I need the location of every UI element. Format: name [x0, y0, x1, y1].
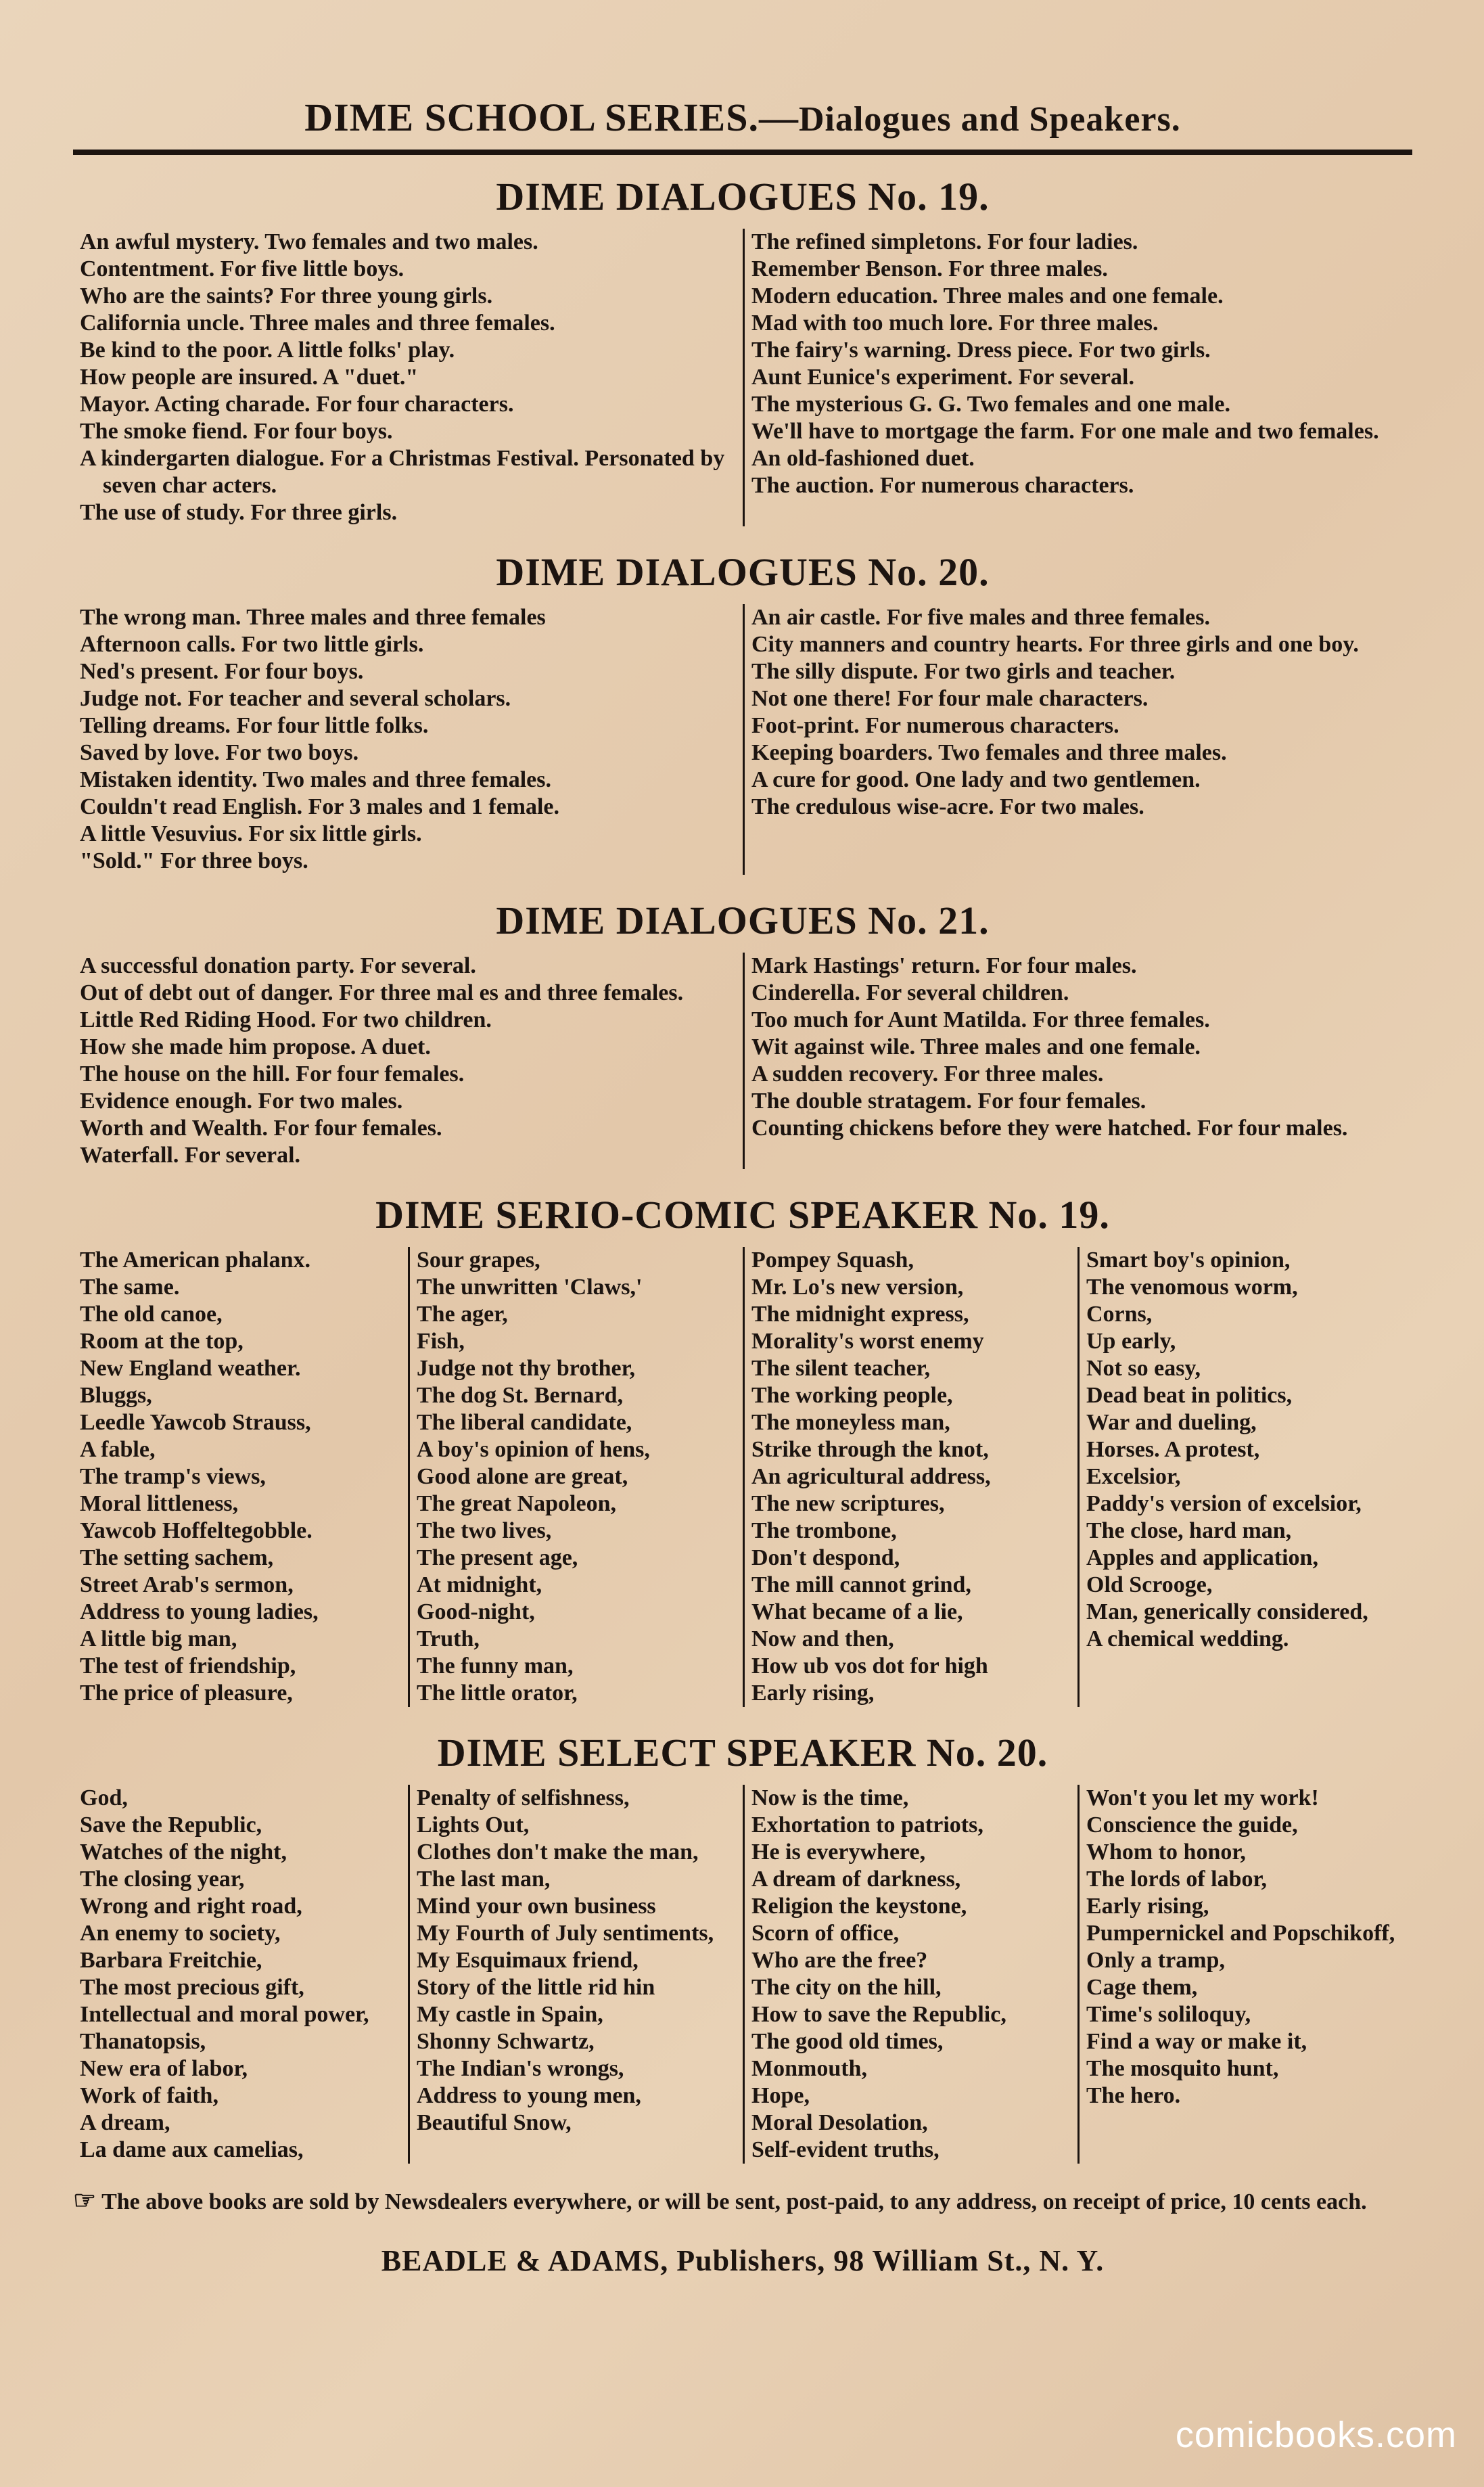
series-title: DIME SCHOOL SERIES.—: [304, 95, 799, 139]
list-item: Conscience the guide,: [1086, 1812, 1298, 1838]
list-item: Sour grapes,: [417, 1248, 540, 1273]
list-item: Ned's present. For four boys.: [80, 659, 364, 684]
column-2: [408, 1785, 743, 2164]
list-item: The trombone,: [751, 1518, 897, 1543]
list-item: Mind your own business: [417, 1894, 656, 1919]
list-item: Moral Desolation,: [751, 2110, 928, 2135]
list-item: Wit against wile. Three males and one female.: [751, 1034, 1201, 1059]
list-item: Contentment. For five little boys.: [80, 256, 404, 281]
list-item: The close, hard man,: [1086, 1518, 1292, 1543]
list-item: California uncle. Three males and three females.: [80, 311, 555, 336]
list-item: The good old times,: [751, 2029, 944, 2054]
series-subtitle: Dialogues and Speakers.: [798, 100, 1181, 139]
list-item: Mistaken identity. Two males and three females.: [80, 767, 551, 792]
list-item: The unwritten 'Claws,': [417, 1275, 643, 1300]
list-item: The old canoe,: [80, 1302, 223, 1327]
list-item: The most precious gift,: [80, 1975, 304, 2000]
list-item: Beautiful Snow,: [417, 2110, 572, 2135]
list-item: Modern education. Three males and one female.: [751, 283, 1224, 309]
section-columns: [73, 1785, 1412, 2164]
list-item: Leedle Yawcob Strauss,: [80, 1410, 311, 1435]
list-item: Not one there! For four male characters.: [751, 686, 1149, 711]
list-item: Don't despond,: [751, 1545, 900, 1570]
sections-container: [73, 174, 1412, 2164]
list-item: Old Scrooge,: [1086, 1572, 1213, 1597]
list-item: An old-fashioned duet.: [751, 446, 975, 471]
list-item: The moneyless man,: [751, 1410, 950, 1435]
list-item: He is everywhere,: [751, 1840, 926, 1865]
list-item: City manners and country hearts. For three girls and one boy.: [751, 632, 1359, 657]
list-item: An air castle. For five males and three females.: [751, 605, 1210, 630]
list-item: A fable,: [80, 1437, 156, 1462]
list-item: How she made him propose. A duet.: [80, 1034, 431, 1059]
list-item: Pumpernickel and Popschikoff,: [1086, 1921, 1395, 1946]
section-columns: [73, 604, 1412, 875]
list-item: The test of friendship,: [80, 1653, 296, 1679]
list-item: Truth,: [417, 1626, 480, 1651]
list-item: Shonny Schwartz,: [417, 2029, 595, 2054]
list-item: Evidence enough. For two males.: [80, 1089, 403, 1114]
list-item: The liberal candidate,: [417, 1410, 632, 1435]
list-item: Dead beat in politics,: [1086, 1383, 1293, 1408]
list-item: The dog St. Bernard,: [417, 1383, 624, 1408]
list-item: The ager,: [417, 1302, 508, 1327]
column-1: [73, 229, 743, 526]
list-item: The working people,: [751, 1383, 953, 1408]
section-title: DIME DIALOGUES No. 19.: [496, 175, 990, 219]
list-item: Afternoon calls. For two little girls.: [80, 632, 424, 657]
list-item: The little orator,: [417, 1681, 578, 1706]
list-item: "Sold." For three boys.: [80, 848, 308, 873]
list-item: The new scriptures,: [751, 1491, 945, 1516]
list-item: Clothes don't make the man,: [417, 1840, 699, 1865]
list-item: The hero.: [1086, 2083, 1181, 2108]
list-item: Room at the top,: [80, 1329, 244, 1354]
publisher-line: BEADLE & ADAMS, Publishers, 98 William St., N. Y.: [381, 2244, 1105, 2277]
list-item: The lords of labor,: [1086, 1867, 1268, 1892]
list-item: Remember Benson. For three males.: [751, 256, 1108, 281]
list-item: Hope,: [751, 2083, 810, 2108]
list-item: A boy's opinion of hens,: [417, 1437, 650, 1462]
list-item: Early rising,: [1086, 1894, 1209, 1919]
list-item: Cage them,: [1086, 1975, 1198, 2000]
list-item: A little Vesuvius. For six little girls.: [80, 821, 422, 846]
list-item: Watches of the night,: [80, 1840, 287, 1865]
list-item: The fairy's warning. Dress piece. For two girls.: [751, 338, 1211, 363]
list-item: Address to young ladies,: [80, 1599, 319, 1624]
list-item: The Indian's wrongs,: [417, 2056, 624, 2081]
section-4: [73, 1192, 1412, 1707]
list-item: Apples and application,: [1086, 1545, 1318, 1570]
list-item: Bluggs,: [80, 1383, 152, 1408]
list-item: Fish,: [417, 1329, 465, 1354]
list-item: Waterfall. For several.: [80, 1143, 301, 1168]
list-item: We'll have to mortgage the farm. For one male and two females.: [751, 419, 1379, 444]
list-item: Good-night,: [417, 1599, 535, 1624]
list-item: The last man,: [417, 1867, 551, 1892]
list-item: The city on the hill,: [751, 1975, 942, 2000]
list-item: Exhortation to patriots,: [751, 1812, 983, 1838]
list-item: The mysterious G. G. Two females and one male.: [751, 392, 1230, 417]
list-item: An enemy to society,: [80, 1921, 281, 1946]
column-2: [743, 604, 1412, 875]
list-item: Mayor. Acting charade. For four characters.: [80, 392, 514, 417]
list-item: Now is the time,: [751, 1785, 909, 1810]
list-item: The venomous worm,: [1086, 1275, 1298, 1300]
section-columns: [73, 1247, 1412, 1707]
column-2: [408, 1247, 743, 1707]
list-item: Who are the free?: [751, 1948, 928, 1973]
list-item: An agricultural address,: [751, 1464, 991, 1489]
list-item: Morality's worst enemy: [751, 1329, 984, 1354]
list-item: Time's soliloquy,: [1086, 2002, 1251, 2027]
column-1: [73, 604, 743, 875]
section-columns: [73, 229, 1412, 526]
list-item: A cure for good. One lady and two gentlemen.: [751, 767, 1201, 792]
list-item: Only a tramp,: [1086, 1948, 1225, 1973]
document-content: [73, 95, 1412, 2278]
series-header: [73, 95, 1412, 155]
list-item: God,: [80, 1785, 128, 1810]
list-item: A chemical wedding.: [1086, 1626, 1289, 1651]
list-item: Little Red Riding Hood. For two children.: [80, 1007, 492, 1032]
list-item: Self-evident truths,: [751, 2137, 940, 2162]
list-item: How to save the Republic,: [751, 2002, 1006, 2027]
list-item: A dream of darkness,: [751, 1867, 961, 1892]
pointing-hand-icon: ☞: [73, 2187, 97, 2215]
list-item: Aunt Eunice's experiment. For several.: [751, 365, 1134, 390]
list-item: Won't you let my work!: [1086, 1785, 1319, 1810]
list-item: The great Napoleon,: [417, 1491, 616, 1516]
section-title: DIME DIALOGUES No. 20.: [496, 550, 990, 594]
list-item: Work of faith,: [80, 2083, 218, 2108]
list-item: The double stratagem. For four females.: [751, 1089, 1146, 1114]
list-item: My Esquimaux friend,: [417, 1948, 639, 1973]
list-item: Wrong and right road,: [80, 1894, 302, 1919]
list-item: An awful mystery. Two females and two males.: [80, 229, 538, 254]
list-item: The setting sachem,: [80, 1545, 274, 1570]
list-item: The use of study. For three girls.: [80, 500, 398, 525]
list-item: Street Arab's sermon,: [80, 1572, 294, 1597]
column-1: [73, 953, 743, 1169]
list-item: The mill cannot grind,: [751, 1572, 971, 1597]
list-item: The silent teacher,: [751, 1356, 931, 1381]
list-item: Address to young men,: [417, 2083, 641, 2108]
list-item: Whom to honor,: [1086, 1840, 1246, 1865]
column-2: [743, 953, 1412, 1169]
list-item: Yawcob Hoffeltegobble.: [80, 1518, 312, 1543]
list-item: The two lives,: [417, 1518, 552, 1543]
list-item: My Fourth of July sentiments,: [417, 1921, 714, 1946]
section-3: [73, 898, 1412, 1169]
list-item: Out of debt out of danger. For three mal es and three females.: [80, 980, 684, 1005]
list-item: The American phalanx.: [80, 1248, 310, 1273]
list-item: Corns,: [1086, 1302, 1153, 1327]
list-item: Judge not. For teacher and several scholars.: [80, 686, 511, 711]
list-item: Worth and Wealth. For four females.: [80, 1116, 442, 1141]
list-item: Up early,: [1086, 1329, 1176, 1354]
list-item: Telling dreams. For four little folks.: [80, 713, 429, 738]
list-item: The midnight express,: [751, 1302, 969, 1327]
list-item: Intellectual and moral power,: [80, 2002, 369, 2027]
list-item: Not so easy,: [1086, 1356, 1201, 1381]
list-item: Pompey Squash,: [751, 1248, 914, 1273]
list-item: Smart boy's opinion,: [1086, 1248, 1291, 1273]
column-4: [1077, 1785, 1412, 2164]
list-item: Moral littleness,: [80, 1491, 239, 1516]
column-4: [1077, 1247, 1412, 1707]
column-3: [743, 1247, 1077, 1707]
section-title: DIME SERIO-COMIC SPEAKER No. 19.: [375, 1193, 1110, 1237]
list-item: Religion the keystone,: [751, 1894, 967, 1919]
list-item: Good alone are great,: [417, 1464, 628, 1489]
column-2: [743, 229, 1412, 526]
list-item: A kindergarten dialogue. For a Christmas Festival. Personated by seven char acters.: [80, 446, 725, 498]
list-item: The price of pleasure,: [80, 1681, 293, 1706]
list-item: War and dueling,: [1086, 1410, 1257, 1435]
list-item: At midnight,: [417, 1572, 542, 1597]
list-item: The mosquito hunt,: [1086, 2056, 1279, 2081]
list-item: The silly dispute. For two girls and teacher.: [751, 659, 1176, 684]
list-item: Save the Republic,: [80, 1812, 262, 1838]
list-item: Story of the little rid hin: [417, 1975, 655, 2000]
section-title: DIME DIALOGUES No. 21.: [496, 898, 990, 942]
column-1: [73, 1785, 408, 2164]
list-item: A successful donation party. For several.: [80, 953, 476, 978]
section-1: [73, 174, 1412, 526]
list-item: Monmouth,: [751, 2056, 867, 2081]
section-columns: [73, 953, 1412, 1169]
list-item: Cinderella. For several children.: [751, 980, 1069, 1005]
list-item: A little big man,: [80, 1626, 237, 1651]
list-item: Lights Out,: [417, 1812, 530, 1838]
list-item: The refined simpletons. For four ladies.: [751, 229, 1138, 254]
list-item: The credulous wise-acre. For two males.: [751, 794, 1144, 819]
list-item: Barbara Freitchie,: [80, 1948, 262, 1973]
list-item: Foot-print. For numerous characters.: [751, 713, 1119, 738]
list-item: The same.: [80, 1275, 180, 1300]
list-item: Mark Hastings' return. For four males.: [751, 953, 1137, 978]
list-item: My castle in Spain,: [417, 2002, 603, 2027]
list-item: The tramp's views,: [80, 1464, 266, 1489]
section-title: DIME SELECT SPEAKER No. 20.: [437, 1731, 1048, 1775]
list-item: The funny man,: [417, 1653, 574, 1679]
list-item: Too much for Aunt Matilda. For three females.: [751, 1007, 1210, 1032]
list-item: New England weather.: [80, 1356, 301, 1381]
list-item: Judge not thy brother,: [417, 1356, 636, 1381]
list-item: Man, generically considered,: [1086, 1599, 1368, 1624]
list-item: Keeping boarders. Two females and three males.: [751, 740, 1227, 765]
list-item: Couldn't read English. For 3 males and 1 female.: [80, 794, 560, 819]
watermark: comicbooks.com: [1175, 2415, 1457, 2455]
list-item: Who are the saints? For three young girls.: [80, 283, 493, 309]
column-1: [73, 1247, 408, 1707]
list-item: What became of a lie,: [751, 1599, 963, 1624]
list-item: Horses. A protest,: [1086, 1437, 1260, 1462]
list-item: Penalty of selfishness,: [417, 1785, 630, 1810]
footer-note-text: The above books are sold by Newsdealers everywhere, or will be sent, post-paid, to any address, on receipt of price, 10 cents each.: [101, 2189, 1367, 2214]
list-item: Strike through the knot,: [751, 1437, 989, 1462]
list-item: The house on the hill. For four females.: [80, 1062, 465, 1087]
footer-note: [73, 2187, 1412, 2216]
list-item: The closing year,: [80, 1867, 245, 1892]
list-item: Saved by love. For two boys.: [80, 740, 359, 765]
list-item: Excelsior,: [1086, 1464, 1181, 1489]
list-item: Thanatopsis,: [80, 2029, 206, 2054]
list-item: How ub vos dot for high: [751, 1653, 988, 1679]
list-item: Find a way or make it,: [1086, 2029, 1307, 2054]
section-5: [73, 1730, 1412, 2164]
list-item: A sudden recovery. For three males.: [751, 1062, 1104, 1087]
list-item: Early rising,: [751, 1681, 875, 1706]
list-item: A dream,: [80, 2110, 170, 2135]
list-item: The present age,: [417, 1545, 578, 1570]
list-item: Counting chickens before they were hatched. For four males.: [751, 1116, 1348, 1141]
list-item: Be kind to the poor. A little folks' play.: [80, 338, 455, 363]
list-item: The smoke fiend. For four boys.: [80, 419, 393, 444]
list-item: Mad with too much lore. For three males.: [751, 311, 1159, 336]
list-item: Mr. Lo's new version,: [751, 1275, 964, 1300]
list-item: La dame aux camelias,: [80, 2137, 304, 2162]
list-item: The auction. For numerous characters.: [751, 473, 1134, 498]
list-item: The wrong man. Three males and three females: [80, 605, 546, 630]
list-item: New era of labor,: [80, 2056, 248, 2081]
list-item: Now and then,: [751, 1626, 894, 1651]
list-item: How people are insured. A "duet.": [80, 365, 419, 390]
list-item: Scorn of office,: [751, 1921, 900, 1946]
column-3: [743, 1785, 1077, 2164]
list-item: Paddy's version of excelsior,: [1086, 1491, 1362, 1516]
section-2: [73, 549, 1412, 875]
